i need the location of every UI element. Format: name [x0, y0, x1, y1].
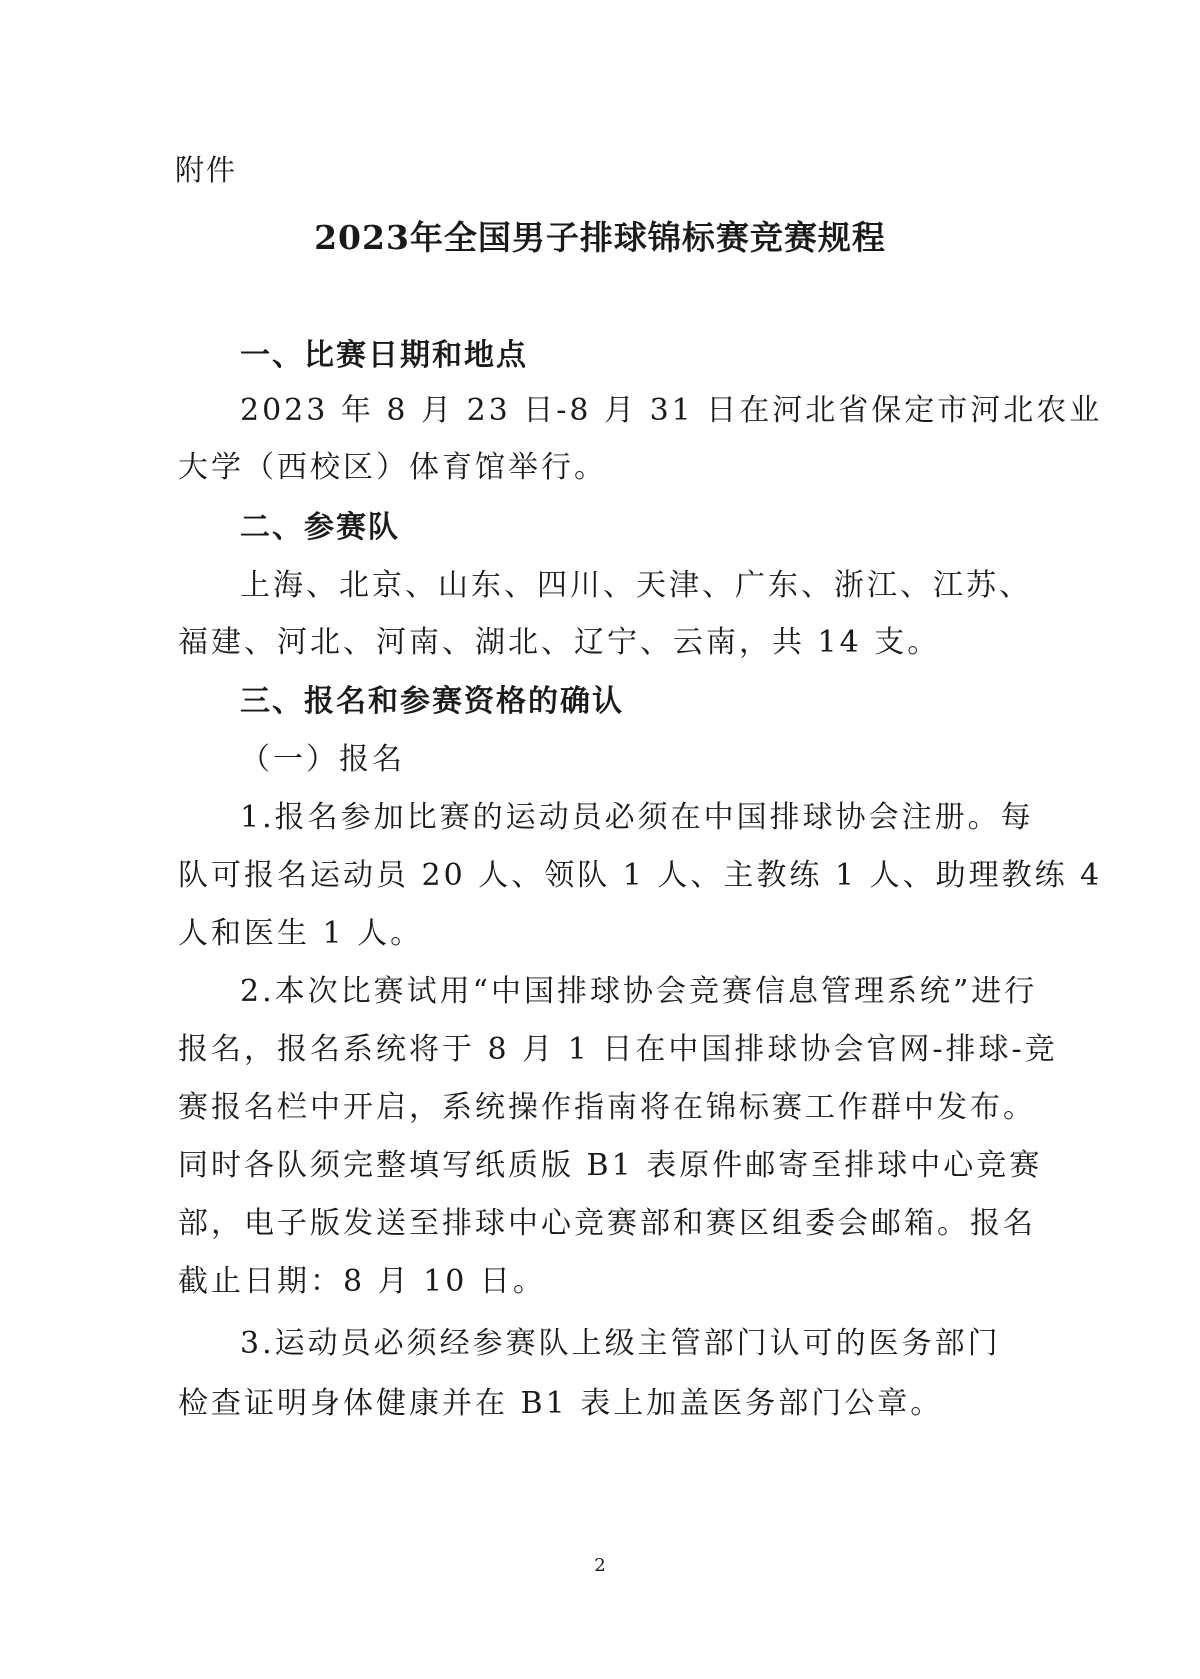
attachment-label: 附件: [175, 153, 238, 187]
section-heading-registration: 三、报名和参赛资格的确认: [240, 684, 624, 719]
document-title: 2023年全国男子排球锦标赛竞赛规程: [314, 218, 886, 257]
paragraph-line: 1.报名参加比赛的运动员必须在中国排球协会注册。每: [240, 800, 1034, 835]
section-heading-dates-venue: 一、比赛日期和地点: [240, 338, 528, 373]
paragraph-line: 人和医生 1 人。: [178, 916, 424, 951]
paragraph-line: 2023 年 8 月 23 日-8 月 31 日在河北省保定市河北农业: [240, 393, 1103, 428]
paragraph-line: 队可报名运动员 20 人、领队 1 人、主教练 1 人、助理教练 4: [178, 858, 1103, 893]
paragraph-line: 报名，报名系统将于 8 月 1 日在中国排球协会官网-排球-竞: [178, 1032, 1058, 1067]
paragraph-line: 上海、北京、山东、四川、天津、广东、浙江、江苏、: [240, 568, 1032, 603]
paragraph-line: 大学（西校区）体育馆举行。: [178, 450, 607, 485]
page-number: 2: [594, 1555, 606, 1576]
subsection-heading-registration: （一）报名: [240, 742, 405, 777]
paragraph-line: 2.本次比赛试用“中国排球协会竞赛信息管理系统”进行: [240, 974, 1038, 1009]
paragraph-line: 赛报名栏中开启，系统操作指南将在锦标赛工作群中发布。: [178, 1090, 1036, 1125]
paragraph-line: 部，电子版发送至排球中心竞赛部和赛区组委会邮箱。报名: [178, 1206, 1036, 1241]
paragraph-line: 福建、河北、河南、湖北、辽宁、云南，共 14 支。: [178, 625, 941, 660]
paragraph-line: 同时各队须完整填写纸质版 B1 表原件邮寄至排球中心竞赛: [178, 1148, 1043, 1183]
paragraph-line: 截止日期：8 月 10 日。: [178, 1264, 546, 1299]
paragraph-line: 检查证明身体健康并在 B1 表上加盖医务部门公章。: [178, 1386, 944, 1421]
paragraph-line: 3.运动员必须经参赛队上级主管部门认可的医务部门: [240, 1326, 1001, 1361]
section-heading-teams: 二、参赛队: [240, 510, 400, 545]
